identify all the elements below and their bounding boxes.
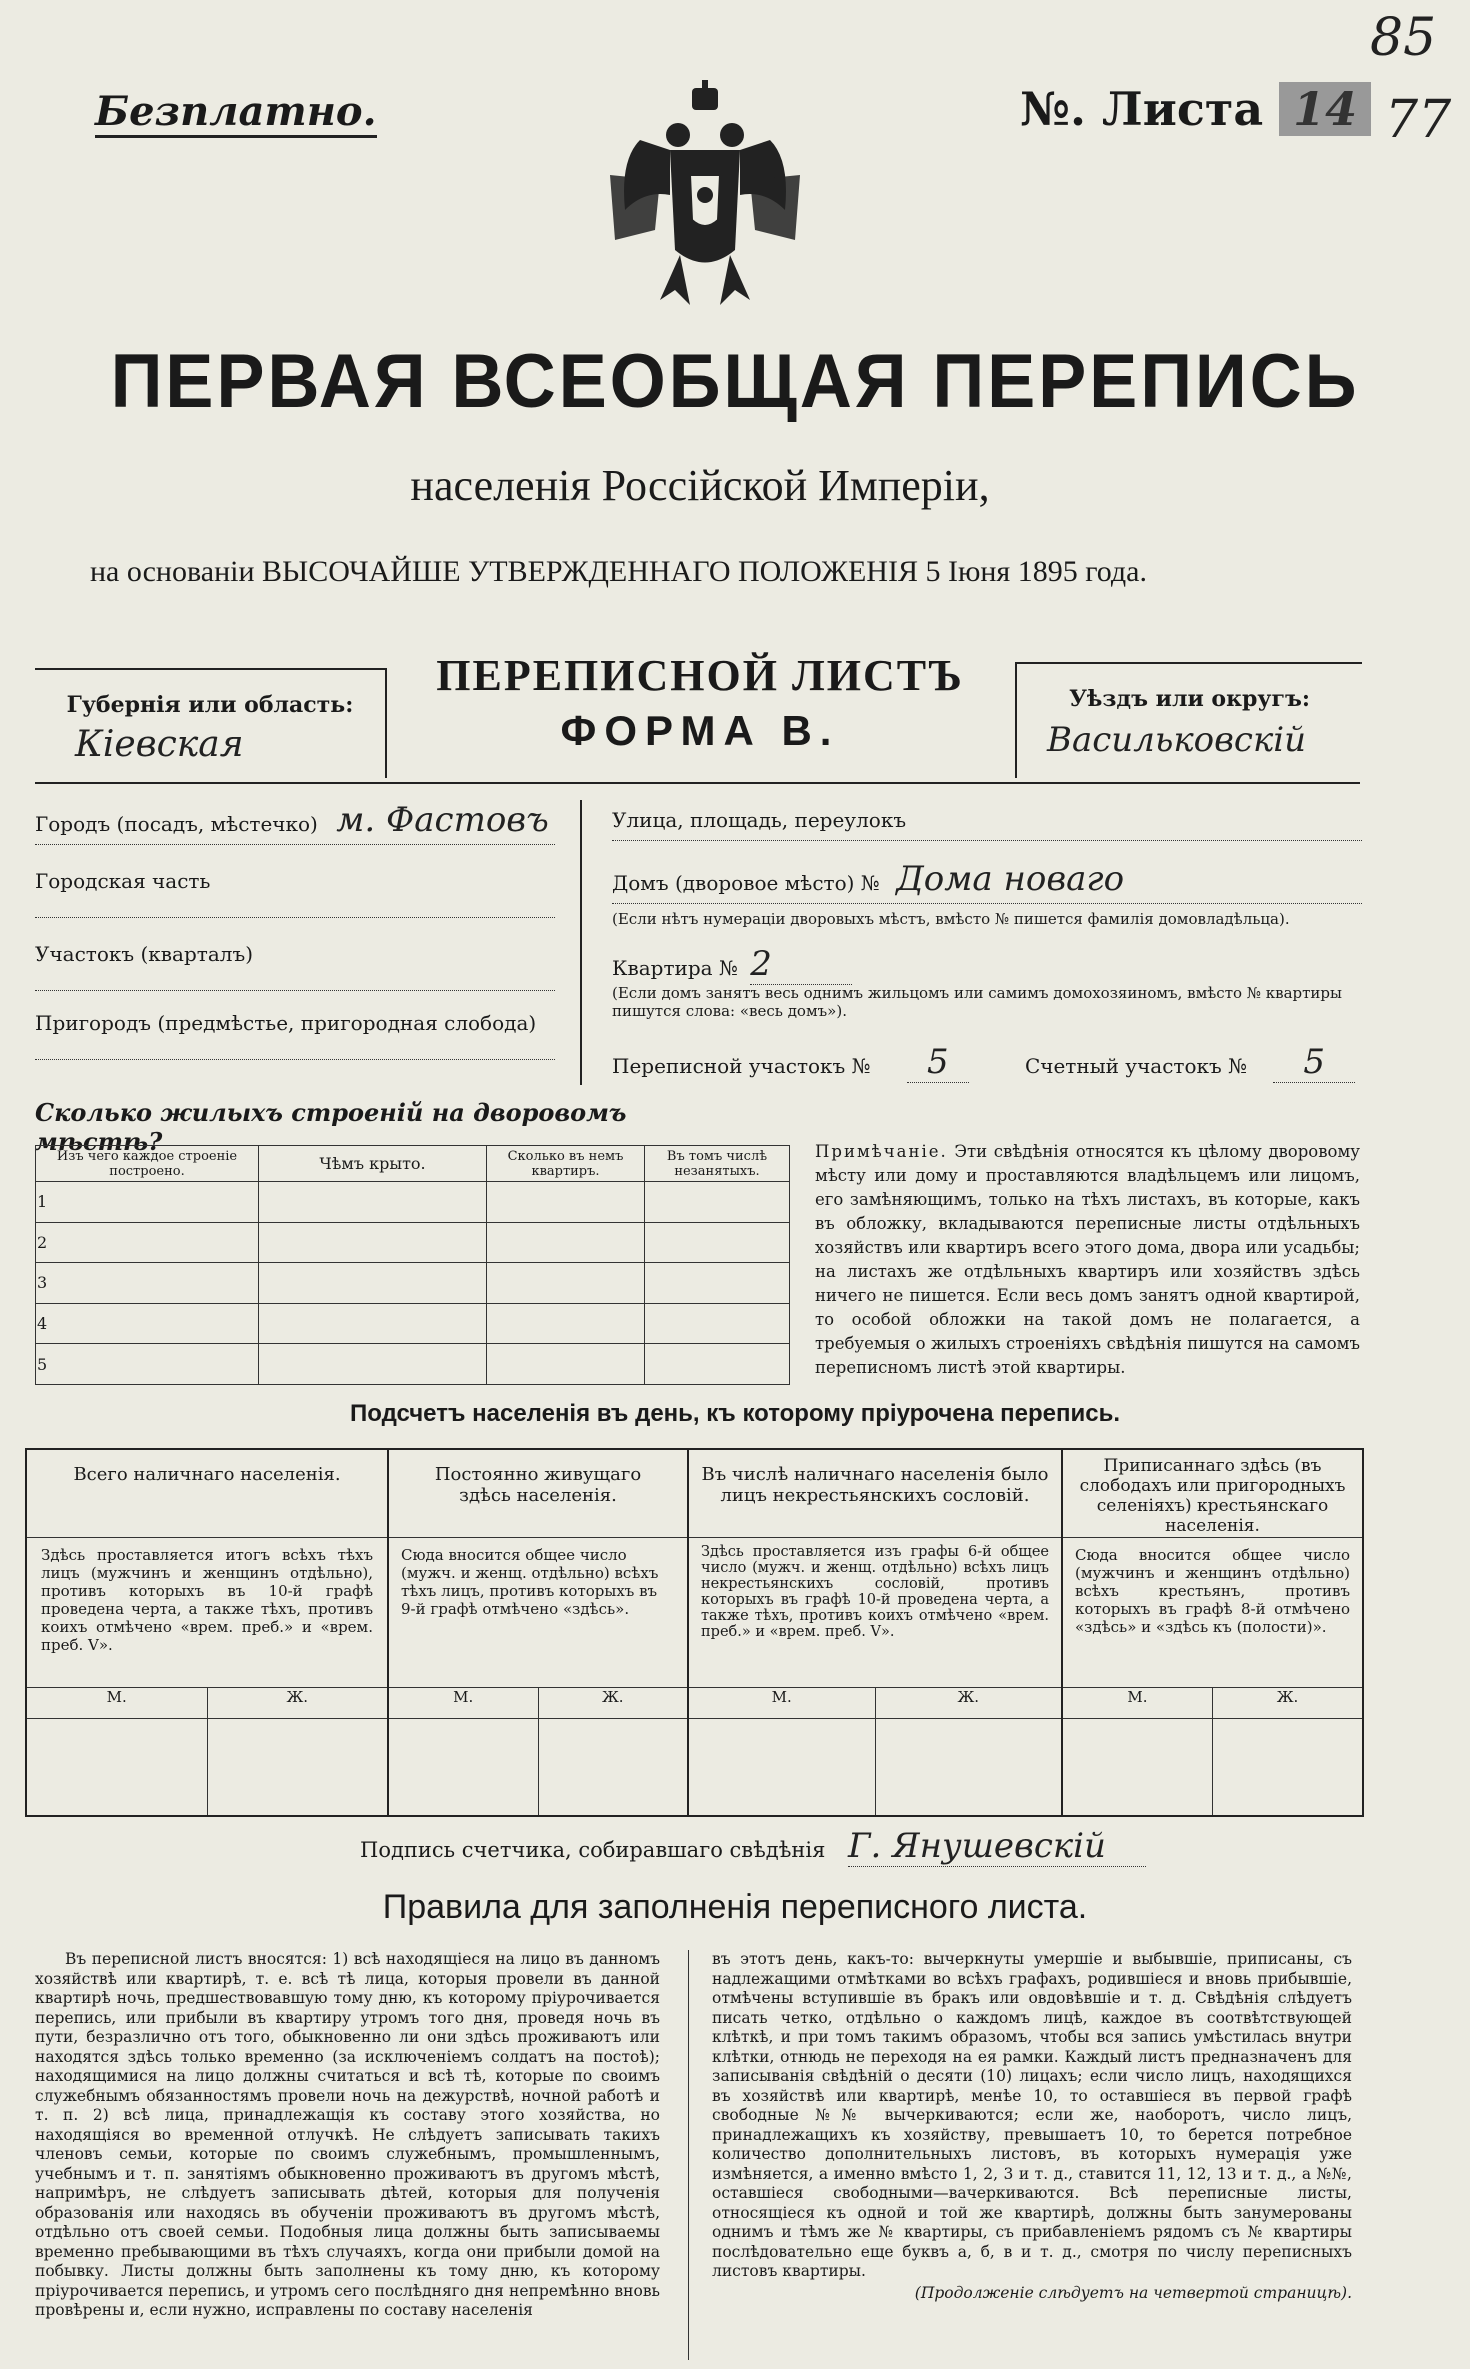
gorod-label: Городъ (посадъ, мѣстечко) <box>35 812 318 836</box>
buildings-col-flats: Сколько въ немъ квартиръ. <box>487 1146 645 1182</box>
count-col-body: Здѣсь проставляется итогъ всѣхъ тѣхъ лицъ (мужчинъ и женщинъ отдѣльно), противъ которыхъ въ 10-й графѣ проведена черта, а также тѣхъ, противъ коихъ отмѣчено «врем. преб.» и «врем. преб. V». <box>27 1538 387 1688</box>
buildings-cell[interactable] <box>645 1263 790 1304</box>
kvartira-value: 2 <box>750 944 852 985</box>
page-subtitle: населенія Россійской Имперіи, <box>410 461 990 510</box>
buildings-cell[interactable] <box>645 1303 790 1344</box>
count-col-head: Приписаннаго здѣсь (въ слободахъ или пригородныхъ селеніяхъ) крестьянскаго населенія. <box>1063 1450 1362 1538</box>
note-block <box>815 1140 1360 1380</box>
perepisnoy-value: 5 <box>907 1042 969 1083</box>
buildings-cell[interactable] <box>259 1344 487 1385</box>
buildings-row-number: 4 <box>36 1303 259 1344</box>
rules-continuation: (Продолженіе слѣдуетъ на четвертой страницѣ). <box>914 2283 1352 2302</box>
buildings-cell[interactable] <box>645 1222 790 1263</box>
buildings-col-material: Изъ чего каждое строеніе построено. <box>36 1146 259 1182</box>
buildings-row-number: 5 <box>36 1344 259 1385</box>
count-zh-input[interactable] <box>876 1719 1062 1815</box>
note-text: Эти свѣдѣнія относятся къ цѣлому дворовому мѣсту или дому и проставляются владѣльцемъ или лицомъ, его замѣняющимъ, только на тѣхъ листахъ, въ которые, какъ въ обложку, вкладываются переписные листы отдѣльныхъ хозяйствъ или квартиръ всего этого дома, двора или усадьбы; на листахъ же отдѣльныхъ квартиръ или хозяйствъ здѣсь ничего не пишется. Если весь домъ занятъ одной квартирой, то особой обложки на такой домъ не полагается, а требуемыя о жилыхъ строеніяхъ свѣдѣнія пишутся на самомъ переписномъ листѣ этой квартиры. <box>815 1142 1360 1377</box>
count-m-input[interactable] <box>27 1719 208 1815</box>
buildings-cell[interactable] <box>487 1182 645 1223</box>
sheet-number-label: №. Листа <box>1020 82 1264 136</box>
count-col-1 <box>27 1450 389 1815</box>
buildings-table <box>35 1145 790 1385</box>
perepisnoy-label: Переписной участокъ № <box>612 1054 871 1078</box>
schetny-label: Счетный участокъ № <box>1024 1054 1248 1078</box>
rules-right <box>712 1950 1352 2303</box>
count-col-head: Всего наличнаго населенія. <box>27 1450 387 1538</box>
dom-label: Домъ (дворовое мѣсто) № <box>612 871 880 895</box>
note-heading: Примѣчаніе. <box>815 1142 948 1161</box>
gubernia-label: Губернія или область: <box>66 692 354 718</box>
count-col-head: Постоянно живущаго здѣсь населенія. <box>389 1450 687 1538</box>
gorodskaya-chast-field[interactable] <box>35 869 555 918</box>
count-m-input[interactable] <box>389 1719 539 1815</box>
header-divider <box>35 782 1360 784</box>
count-m-input[interactable] <box>1063 1719 1213 1815</box>
count-m-input[interactable] <box>689 1719 876 1815</box>
signature-label: Подпись счетчика, собиравшаго свѣдѣнія <box>360 1838 826 1862</box>
gorod-field[interactable] <box>35 800 555 845</box>
buildings-cell[interactable] <box>645 1344 790 1385</box>
rules-divider <box>688 1950 689 2360</box>
buildings-cell[interactable] <box>487 1222 645 1263</box>
ulitsa-label: Улица, площадь, переулокъ <box>612 808 907 832</box>
kvartira-note: (Если домъ занятъ весь однимъ жильцомъ или самимъ домохозяиномъ, вмѣсто № квартиры пишутся слова: «весь домъ»). <box>612 984 1342 1020</box>
buildings-cell[interactable] <box>259 1222 487 1263</box>
count-m-label: М. <box>1063 1688 1213 1718</box>
buildings-cell[interactable] <box>259 1303 487 1344</box>
schetny-value: 5 <box>1273 1042 1355 1083</box>
buildings-question: Сколько жилыхъ строеній на дворовомъ мѣстѣ? <box>35 1098 627 1156</box>
uchastki-field[interactable] <box>612 1042 1362 1082</box>
count-zh-label: Ж. <box>286 1688 309 1706</box>
uezd-box <box>1015 662 1362 778</box>
buildings-col-vacant: Въ томъ числѣ незанятыхъ. <box>645 1146 790 1182</box>
buildings-cell[interactable] <box>487 1263 645 1304</box>
buildings-row-number: 3 <box>36 1263 259 1304</box>
rules-title: Правила для заполненія переписного листа. <box>382 1888 1088 1926</box>
kvartira-label: Квартира № <box>612 956 738 980</box>
count-col-body: Сюда вносится общее число (мужчинъ и женщинъ отдѣльно) всѣхъ крестьянъ, противъ которыхъ въ графѣ 8-й отмѣчено «здѣсь» и «здѣсь къ (полости)». <box>1063 1538 1362 1688</box>
uchastok-label: Участокъ (кварталъ) <box>35 942 253 966</box>
gorodskaya-chast-label: Городская часть <box>35 869 211 893</box>
signature-field[interactable] <box>360 1826 1146 1866</box>
count-m-label: М. <box>27 1688 208 1718</box>
count-m-label: М. <box>389 1688 539 1718</box>
basis-line: на основаніи ВЫСОЧАЙШЕ УТВЕРЖДЕННАГО ПОЛОЖЕНІЯ 5 Іюня 1895 года. <box>90 555 1147 588</box>
buildings-cell[interactable] <box>487 1344 645 1385</box>
kvartira-field[interactable] <box>612 944 1362 984</box>
rules-left <box>35 1950 660 2321</box>
count-zh-label: Ж. <box>601 1688 624 1706</box>
address-divider <box>580 800 582 1085</box>
buildings-cell[interactable] <box>259 1182 487 1223</box>
prigorod-label: Пригородъ (предмѣстье, пригородная слобода) <box>35 1011 537 1035</box>
address-left <box>35 800 555 1060</box>
gorod-value: м. Фастовъ <box>336 800 549 840</box>
ulitsa-field[interactable] <box>612 808 1362 841</box>
rules-right-text: въ этотъ день, какъ-то: вычеркнуты умершіе и выбывшіе, приписаны, съ надлежащими отмѣтками во всѣхъ графахъ, родившіеся и вновь прибывшіе, отмѣчены вступившіе въ бракъ или овдовѣвшіе и т. д. Свѣдѣнія слѣдуетъ писать четко, отдѣльно о каждомъ лицѣ, каждое въ соотвѣтствующей клѣткѣ, и при томъ такимъ образомъ, чтобы вся запись умѣстилась внутри клѣтки, отнюдь не переходя на ея рамки. Каждый листъ предназначенъ для записыванія свѣдѣній о десяти (10) лицахъ; если число лицъ, находящихся въ хозяйствѣ или квартирѣ, менѣе 10, то оставшіеся въ первой графѣ свободные №№ вычеркиваются; если же, наоборотъ, число лицъ, принадлежащихъ къ хозяйству, превышаетъ 10, то берется потребное количество дополнительныхъ листовъ, въ которыхъ нумерація уже измѣняется, а именно вмѣсто 1, 2, 3 и т. д., ставится 11, 12, 13 и т. д., а №№, оставшіеся свободными—вачеркиваются. Всѣ переписные листы, относящіеся къ одной и той же квартирѣ, должны быть занумерованы однимъ и тѣмъ же № квартиры, съ прибавленіемъ рядомъ съ № квартиры послѣдовательно еще буквъ а, б, в и т. д., смотря по числу переписныхъ листовъ квартиры. <box>712 1950 1352 2280</box>
count-col-2 <box>389 1450 689 1815</box>
sheet-number <box>1020 82 1371 136</box>
count-col-body: Здѣсь проставляется изъ графы 6-й общее число (мужч. и женщ. отдѣльно) всѣхъ лицъ некрестьянскихъ сословій, противъ которыхъ въ графѣ 10-й проведена черта, а также тѣхъ, противъ коихъ отмѣчено «врем. преб.» и «врем. преб. V». <box>689 1538 1061 1688</box>
uezd-label: Уѣздъ или округъ: <box>1069 686 1310 712</box>
count-zh-label: Ж. <box>957 1688 980 1706</box>
buildings-cell[interactable] <box>259 1263 487 1304</box>
count-zh-label: Ж. <box>1276 1688 1299 1706</box>
buildings-cell[interactable] <box>487 1303 645 1344</box>
address-right <box>612 808 1362 1082</box>
rules-left-text: Въ переписной листъ вносятся: 1) всѣ находящіеся на лицо въ данномъ хозяйствѣ или квартирѣ, т. е. всѣ тѣ лица, которыя провели въ данной квартирѣ ночь, предшествовавшую тому дню, къ которому пріурочивается перепись, или прибыли въ квартиру утромъ того дня, проведя ночь въ пути, безразлично отъ того, обыкновенно ли они здѣсь проживаютъ или находятся здѣсь только временно (за исключеніемъ солдатъ на постоѣ); находящимися на лицо должны считаться и всѣ тѣ, которые по своимъ служебнымъ обязанностямъ провели ночь на дежурствѣ, ночной работѣ и т. п. 2) всѣ лица, принадлежащія къ составу этого хозяйства, но находящіяся во временной отлучкѣ. Не слѣдуетъ записывать такихъ членовъ семьи, которые по своимъ служебнымъ, промышленнымъ, учебнымъ и т. п. занятіямъ обыкновенно проживаютъ въ другомъ мѣстѣ, напримѣръ, не слѣдуетъ записывать дѣтей, которыя для полученія образованія или находясь въ обученіи проживаютъ въ другомъ мѣстѣ, отдѣльно отъ своей семьи. Подобныя лица должны быть записываемы временно пребывающими въ тѣхъ случаяхъ, когда они прибыли домой на побывку. Листы должны быть заполнены къ тому дню, къ которому пріурочивается перепись, и утромъ сего послѣдняго дня непремѣнно вновь провѣрены и, если нужно, исправлены по составу населенія <box>35 1950 660 2319</box>
dom-note: (Если нѣтъ нумераціи дворовыхъ мѣстъ, вмѣсто № пишется фамилія домовладѣльца). <box>612 910 1290 928</box>
count-table <box>25 1448 1364 1817</box>
dom-field[interactable] <box>612 859 1362 904</box>
form-sheet-title: ПЕРЕПИСНОЙ ЛИСТЪ <box>436 651 964 700</box>
count-col-3 <box>689 1450 1063 1815</box>
prigorod-field[interactable] <box>35 1011 555 1060</box>
corner-number-top: 85 <box>1370 8 1437 68</box>
count-zh-input[interactable] <box>1213 1719 1362 1815</box>
buildings-row-number: 2 <box>36 1222 259 1263</box>
form-name: ФОРМА В. <box>560 707 840 754</box>
signature-value: Г. Янушевскій <box>848 1826 1146 1867</box>
gubernia-box <box>35 668 387 778</box>
imperial-eagle-icon <box>600 80 810 320</box>
gubernia-value: Кіевская <box>75 724 244 765</box>
count-col-4 <box>1063 1450 1362 1815</box>
form-title-block <box>385 650 1015 755</box>
buildings-row-number: 1 <box>36 1182 259 1223</box>
page-title: ПЕРВАЯ ВСЕОБЩАЯ ПЕРЕПИСЬ <box>110 339 1360 424</box>
count-title: Подсчетъ населенія въ день, къ которому пріурочена перепись. <box>350 1400 1120 1427</box>
count-col-body: Сюда вносится общее число (мужч. и женщ. отдѣльно) всѣхъ тѣхъ лицъ, противъ которыхъ въ 9-й графѣ отмѣчено «здѣсь». <box>389 1538 687 1688</box>
count-zh-input[interactable] <box>208 1719 388 1815</box>
buildings-cell[interactable] <box>645 1182 790 1223</box>
free-label: Безплатно. <box>95 88 377 138</box>
uezd-value: Васильковскій <box>1047 720 1307 760</box>
dom-value: Дома новаго <box>896 859 1125 899</box>
count-zh-input[interactable] <box>539 1719 688 1815</box>
uchastok-field[interactable] <box>35 942 555 991</box>
buildings-col-roof: Чѣмъ крыто. <box>259 1146 487 1182</box>
count-col-head: Въ числѣ наличнаго населенія было лицъ некрестьянскихъ сословій. <box>689 1450 1061 1538</box>
corner-number-bottom: 77 <box>1385 90 1452 150</box>
count-m-label: М. <box>689 1688 876 1718</box>
sheet-number-value: 14 <box>1279 82 1371 136</box>
